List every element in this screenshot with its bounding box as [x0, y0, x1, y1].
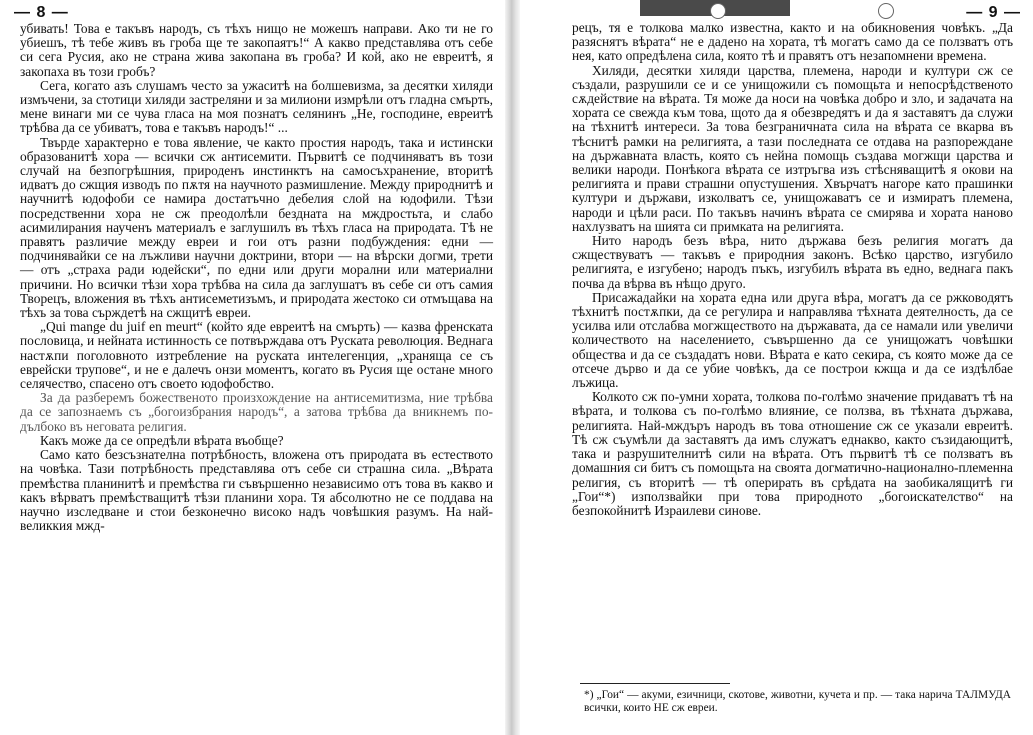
- paragraph: Нито народъ безъ вѣра, нито държава безъ религия могатъ да сжществуватъ — такъвъ е природния законъ. Всѣко царство, изгубило религията, е изгубено; народъ пъкъ, изгубилъ вѣрата въ едно, веднага пакъ почва да вѣрва въ нѣщо друго.: [572, 233, 1013, 291]
- right-page-body: [572, 21, 1013, 518]
- paragraph: За да разберемъ божественото произхождение на антисемитизма, ние трѣбва да се запознаемъ съ „богоизбрания народъ“, а затова трѣбва да вникнемъ по-дълбоко въ неговата религия.: [20, 390, 493, 434]
- paragraph: Присажадайки на хората една или друга вѣра, могатъ да се ржководятъ тѣхнитѣ постѫпки, да се регулира и направлява тѣхната деятелность, да се усилва или отслабва могжществото на държавата, да се намали или увеличи количеството на населението, съвършенно да се унищожатъ човѣшки общества и да се създадатъ нови. Вѣрата е като секира, съ която може да се отсече дърво и да се убие човѣкъ, да се построи кжща и да се издѣлбае лъжица.: [572, 289, 1013, 391]
- left-page-body: [20, 22, 493, 533]
- footnote: *) „Гои“ — акуми, езичници, скотове, животни, кучета и пр. — така нарича ТАЛМУДА всички, които НЕ сж евреи.: [584, 689, 1011, 714]
- footnote-rule: [580, 683, 730, 684]
- punch-hole-icon: [710, 3, 726, 19]
- paragraph: „Qui mange du juif en meurt“ (който яде евреитѣ на смърть) — казва френската пословица, и нейната истинность се потвърждава отъ Руската революция. Веднага настѫпи поголовното изтребление на руската интелегенция, „храняща се съ еврейски трупове“, и не е далечъ онзи моментъ, когато въ Русия ще остане много селячество, спасено отъ своето юдофобство.: [20, 319, 493, 392]
- punch-hole-icon: [878, 3, 894, 19]
- right-page-number: — 9 —: [966, 4, 1021, 21]
- paragraph: Какъ може да се опредѣли вѣрата въобще?: [40, 432, 284, 448]
- left-page: [0, 0, 505, 735]
- left-page-number: — 8 —: [14, 4, 69, 21]
- paragraph: Твърде характерно е това явление, че както простия народъ, така и истински образованитѣ хора — всички сж антисемити. Първитѣ се подчиняватъ въ този случай на безпогрѣшния, природенъ инстинктъ на самосъхранение, вторитѣ идватъ до сжщия изводъ по пѫтя на научното размишление. Между природнитѣ и научнитѣ юдофоби се намира достатъчно дебелия слой на юдофили. Тѣзи посредственни хора не сж преодолѣли бездната на мждростьта, и слабо асимилирания наученъ материалъ е заглушилъ въ тѣхъ гласа на природата. Тѣ не правятъ различие между евреи и гои отъ разни подбуждения: едни — подчинявайки се на лъжливи научни доктрини, втори — на вѣрски догми, трети — отъ „страха ради юдейски“, по едни или други морални или материални причини. Но всички тѣзи хора трѣбва на сила да заглушатъ въ себе си отъ самия Творецъ, вложения въ тѣхъ антисеметизъмъ, и природата жестоко си отмъщава на тѣхъ за това сърждетѣ на сжщитѣ евреи.: [20, 134, 493, 321]
- paragraph: Хиляди, десятки хиляди царства, племена, народи и култури сж се създали, разрушили се и се унищожили съ помощьта и непосрѣдственото сѫдействие на вѣрата. Тя може да носи на човѣка добро и зло, и задачата на хората се свежда към това, щото да я обезвредятъ и да я заставятъ да служи на тѣхнитѣ интереси. За това безграничната сила на вѣрата се вкарва въ тѣснитѣ рамки на религията, а тази последната се отдава на разпореждане на държавната власть, която съ нейна помощь създава могжщи царства и велики народи. Понѣкога вѣрата се изтръгва изъ стѣсняващитѣ я окови на религията и прави страшни опустушения. Хвърчатъ нагоре като прашинки култури и държави, изколватъ се, унищожаватъ се и измиратъ племена, народи и цѣли раси. По такъвъ начинъ вѣрата се смирява и хората наново нахлузватъ на шията си примката на религията.: [572, 62, 1013, 234]
- paragraph: рецъ, тя е толкова малко известна, както и на обикновения човѣкъ. „Да разяснятъ вѣрата“ не е дадено на хората, тѣ могатъ само да се ползватъ отъ нея, като опредѣлена сила, която тѣ и правятъ отъ незапомнени времена.: [572, 20, 1013, 64]
- paragraph: убивать! Това е такъвъ народъ, съ тѣхъ нищо не можешъ направи. Ако ти не го убиешъ, тѣ тебе живъ въ гроба ще те закопаятъ!“ А какво представлява отъ себе си сега Русия, ако не страна жива закопана въ гроба? И кой, ако не евреитѣ, я закопаха въ този гробъ?: [20, 21, 493, 79]
- book-gutter: [505, 0, 520, 735]
- right-page: [520, 0, 1033, 735]
- paragraph: Сега, когато азъ слушамъ често за ужаситѣ на болшевизма, за десятки хиляди измъчени, за стотици хиляди застреляни и за милиони измрѣли отъ гладна смърть, мене винаги ми се чува гласа на моя познатъ селянинъ „Не, господине, евреитѣ трѣбва да се убиватъ, това е такъвъ народъ!“ ...: [20, 77, 493, 136]
- paragraph: Колкото сж по-умни хората, толкова по-голѣмо значение придаватъ тѣ на вѣрата, и толкова съ по-голѣмо влияние, се ползва, въ тѣхната държава, религията. Най-мждъръ народъ въ това отношение сж се указали евреитѣ. Тѣ сж съумѣли да заставятъ да имъ служатъ еднакво, както съзидающитѣ, така и разрушителнитѣ сили на вѣрата. Отъ първитѣ тѣ се ползватъ въ домашния си битъ съ помощьта на своята догматично-национално-племенна религия, съ вторитѣ — тѣ оперирать въ срѣдата на заобикалящитѣ ги „Гои“*) използвайки при това природното „богоискателство“ на безпокойнитѣ Израилеви синове.: [572, 389, 1013, 518]
- paragraph: Само като безсъзнателна потрѣбность, вложена отъ природата въ естеството на човѣка. Тази потрѣбность представлява отъ себе си страшна сила. „Вѣрата премѣства планинитѣ и премѣства ги съвършенно независимо отъ това въ какво и какъ вѣрватъ премѣстващитѣ тѣзи планини хора. Тя абсолютно не се поддава на научно изследване и стои безконечно високо надъ човѣшкия разумъ. На най-великкия мжд-: [20, 447, 493, 534]
